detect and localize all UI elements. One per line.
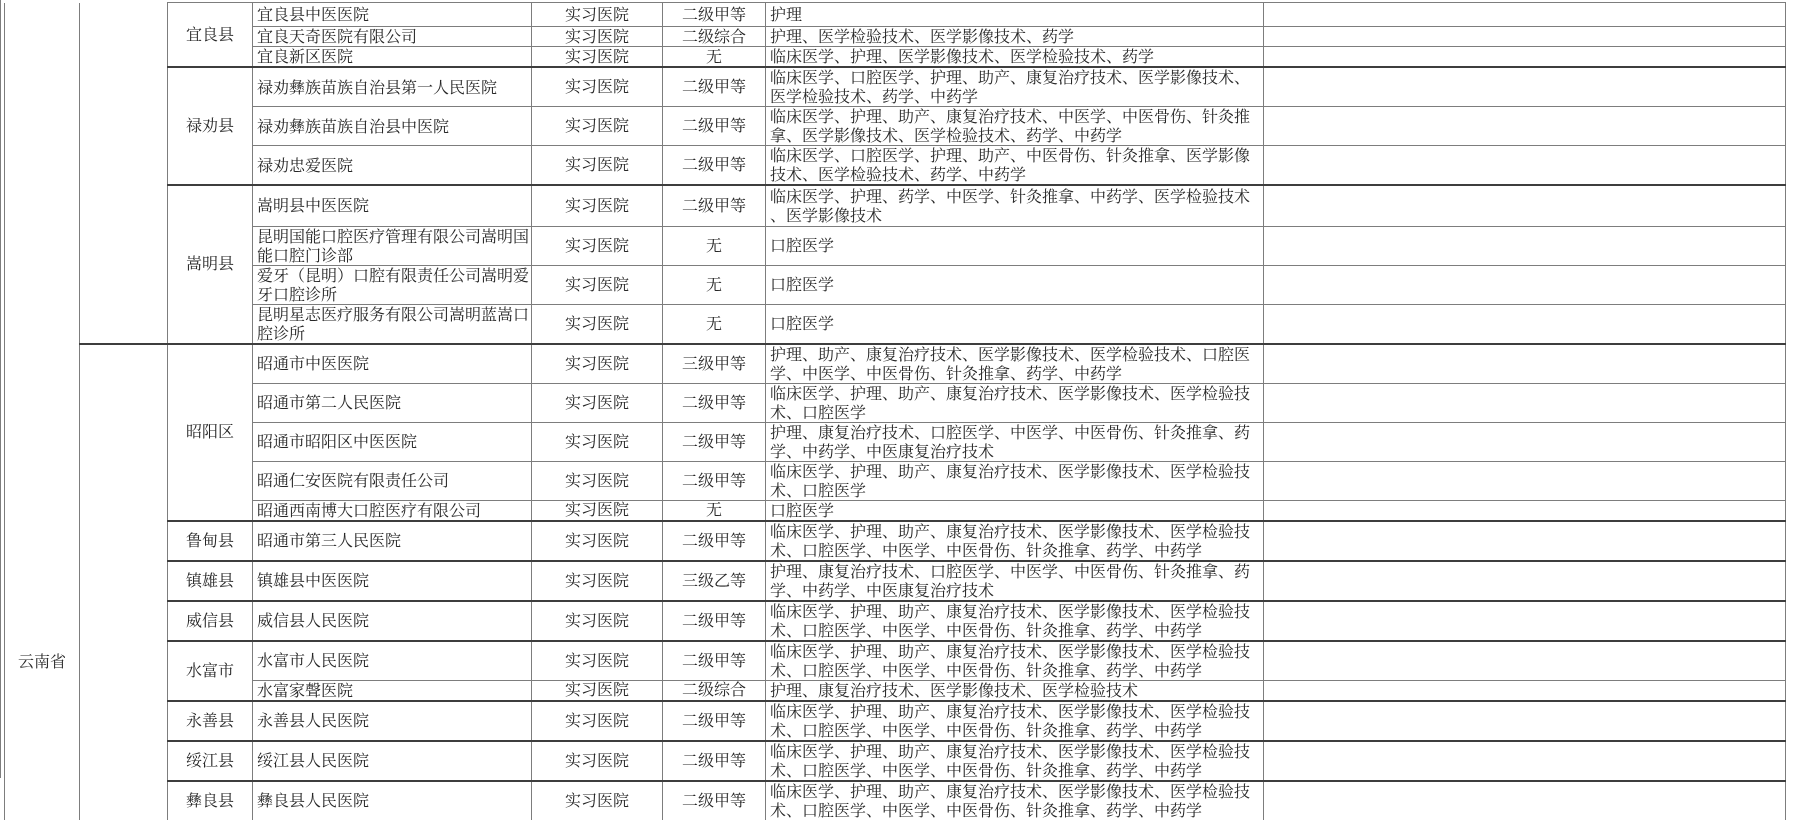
grade-cell: 二级甲等 bbox=[663, 3, 766, 27]
grade-cell: 无 bbox=[663, 304, 766, 344]
county-cell: 永善县 bbox=[168, 701, 253, 741]
hospital-cell: 嵩明县中医医院 bbox=[253, 185, 532, 226]
empty-cell bbox=[1264, 27, 1786, 47]
majors-cell: 护理、医学检验技术、医学影像技术、药学 bbox=[766, 27, 1264, 47]
type-cell: 实习医院 bbox=[532, 383, 663, 422]
type-cell: 实习医院 bbox=[532, 107, 663, 146]
type-cell: 实习医院 bbox=[532, 265, 663, 304]
county-cell: 威信县 bbox=[168, 601, 253, 641]
province-label: 云南省 bbox=[17, 651, 66, 671]
type-cell: 实习医院 bbox=[532, 461, 663, 500]
type-cell: 实习医院 bbox=[532, 521, 663, 561]
majors-cell: 临床医学、护理、助产、康复治疗技术、医学影像技术、医学检验技术、口腔医学 bbox=[766, 383, 1264, 422]
empty-cell bbox=[1264, 561, 1786, 601]
type-cell: 实习医院 bbox=[532, 185, 663, 226]
majors-cell: 护理、康复治疗技术、口腔医学、中医学、中医骨伤、针灸推拿、药学、中药学、中医康复治疗技术 bbox=[766, 561, 1264, 601]
city-cell bbox=[80, 344, 168, 820]
majors-cell: 临床医学、口腔医学、护理、助产、康复治疗技术、医学影像技术、医学检验技术、药学、中药学 bbox=[766, 67, 1264, 107]
county-cell: 彝良县 bbox=[168, 781, 253, 820]
empty-cell bbox=[1264, 146, 1786, 186]
hospital-cell: 禄劝彝族苗族自治县第一人民医院 bbox=[253, 67, 532, 107]
hospital-cell: 昭通仁安医院有限责任公司 bbox=[253, 461, 532, 500]
hospital-cell: 昭通市第二人民医院 bbox=[253, 383, 532, 422]
hospital-cell: 镇雄县中医医院 bbox=[253, 561, 532, 601]
cutoff-column-edge bbox=[0, 0, 1, 778]
empty-cell bbox=[1264, 185, 1786, 226]
county-cell: 鲁甸县 bbox=[168, 521, 253, 561]
majors-cell: 临床医学、护理、助产、康复治疗技术、医学影像技术、医学检验技术、口腔医学、中医学、中医骨伤、针灸推拿、药学、中药学 bbox=[766, 781, 1264, 820]
empty-cell bbox=[1264, 226, 1786, 265]
majors-cell: 口腔医学 bbox=[766, 500, 1264, 521]
county-cell: 水富市 bbox=[168, 641, 253, 701]
grade-cell: 二级甲等 bbox=[663, 185, 766, 226]
empty-cell bbox=[1264, 781, 1786, 820]
type-cell: 实习医院 bbox=[532, 781, 663, 820]
county-cell: 昭阳区 bbox=[168, 344, 253, 521]
grade-cell: 二级甲等 bbox=[663, 521, 766, 561]
majors-cell: 临床医学、护理、助产、康复治疗技术、医学影像技术、医学检验技术、口腔医学、中医学、中医骨伤、针灸推拿、药学、中药学 bbox=[766, 601, 1264, 641]
majors-cell: 临床医学、护理、助产、康复治疗技术、中医学、中医骨伤、针灸推拿、医学影像技术、医学检验技术、药学、中药学 bbox=[766, 107, 1264, 146]
hospital-cell: 水富市人民医院 bbox=[253, 641, 532, 681]
hospital-cell: 永善县人民医院 bbox=[253, 701, 532, 741]
type-cell: 实习医院 bbox=[532, 641, 663, 681]
majors-cell: 临床医学、口腔医学、护理、助产、中医骨伤、针灸推拿、医学影像技术、医学检验技术、药学、中药学 bbox=[766, 146, 1264, 186]
hospital-cell: 宜良县中医医院 bbox=[253, 3, 532, 27]
empty-cell bbox=[1264, 383, 1786, 422]
hospital-cell: 昆明星志医疗服务有限公司嵩明蓝嵩口腔诊所 bbox=[253, 304, 532, 344]
type-cell: 实习医院 bbox=[532, 146, 663, 186]
grade-cell: 无 bbox=[663, 500, 766, 521]
type-cell: 实习医院 bbox=[532, 500, 663, 521]
grade-cell: 二级甲等 bbox=[663, 741, 766, 781]
type-cell: 实习医院 bbox=[532, 422, 663, 461]
grade-cell: 二级甲等 bbox=[663, 781, 766, 820]
type-cell: 实习医院 bbox=[532, 304, 663, 344]
grade-cell: 二级甲等 bbox=[663, 701, 766, 741]
hospital-cell: 昭通西南博大口腔医疗有限公司 bbox=[253, 500, 532, 521]
grade-cell: 二级综合 bbox=[663, 27, 766, 47]
hospital-cell: 昭通市中医医院 bbox=[253, 344, 532, 384]
majors-cell: 临床医学、护理、助产、康复治疗技术、医学影像技术、医学检验技术、口腔医学、中医学、中医骨伤、针灸推拿、药学、中药学 bbox=[766, 521, 1264, 561]
majors-cell: 护理 bbox=[766, 3, 1264, 27]
type-cell: 实习医院 bbox=[532, 27, 663, 47]
type-cell: 实习医院 bbox=[532, 601, 663, 641]
grade-cell: 二级甲等 bbox=[663, 422, 766, 461]
county-cell: 绥江县 bbox=[168, 741, 253, 781]
hospital-cell: 昭通市昭阳区中医医院 bbox=[253, 422, 532, 461]
empty-cell bbox=[1264, 641, 1786, 681]
type-cell: 实习医院 bbox=[532, 741, 663, 781]
type-cell: 实习医院 bbox=[532, 344, 663, 384]
grade-cell: 无 bbox=[663, 265, 766, 304]
empty-cell bbox=[1264, 500, 1786, 521]
majors-cell: 临床医学、护理、医学影像技术、医学检验技术、药学 bbox=[766, 47, 1264, 68]
majors-cell: 临床医学、护理、药学、中医学、针灸推拿、中药学、医学检验技术、医学影像技术 bbox=[766, 185, 1264, 226]
empty-cell bbox=[1264, 701, 1786, 741]
majors-cell: 护理、康复治疗技术、医学影像技术、医学检验技术 bbox=[766, 680, 1264, 701]
hospital-cell: 昆明国能口腔医疗管理有限公司嵩明国能口腔门诊部 bbox=[253, 226, 532, 265]
county-cell: 宜良县 bbox=[168, 3, 253, 68]
empty-cell bbox=[1264, 3, 1786, 27]
hospital-cell: 昭通市第三人民医院 bbox=[253, 521, 532, 561]
majors-cell: 临床医学、护理、助产、康复治疗技术、医学影像技术、医学检验技术、口腔医学、中医学、中医骨伤、针灸推拿、药学、中药学 bbox=[766, 741, 1264, 781]
grade-cell: 无 bbox=[663, 226, 766, 265]
hospital-table bbox=[4, 2, 1786, 820]
grade-cell: 二级甲等 bbox=[663, 641, 766, 681]
hospital-cell: 彝良县人民医院 bbox=[253, 781, 532, 820]
county-cell: 禄劝县 bbox=[168, 67, 253, 185]
grade-cell: 二级综合 bbox=[663, 680, 766, 701]
grade-cell: 二级甲等 bbox=[663, 461, 766, 500]
type-cell: 实习医院 bbox=[532, 3, 663, 27]
grade-cell: 二级甲等 bbox=[663, 601, 766, 641]
hospital-cell: 绥江县人民医院 bbox=[253, 741, 532, 781]
hospital-cell: 禄劝彝族苗族自治县中医院 bbox=[253, 107, 532, 146]
empty-cell bbox=[1264, 304, 1786, 344]
hospital-cell: 爱牙（昆明）口腔有限责任公司嵩明爱牙口腔诊所 bbox=[253, 265, 532, 304]
majors-cell: 临床医学、护理、助产、康复治疗技术、医学影像技术、医学检验技术、口腔医学、中医学、中医骨伤、针灸推拿、药学、中药学 bbox=[766, 641, 1264, 681]
empty-cell bbox=[1264, 107, 1786, 146]
hospital-cell: 水富家聲医院 bbox=[253, 680, 532, 701]
empty-cell bbox=[1264, 680, 1786, 701]
hospital-cell: 禄劝忠爱医院 bbox=[253, 146, 532, 186]
county-cell: 镇雄县 bbox=[168, 561, 253, 601]
city-cell bbox=[80, 3, 168, 344]
type-cell: 实习医院 bbox=[532, 680, 663, 701]
grade-cell: 二级甲等 bbox=[663, 67, 766, 107]
grade-cell: 二级甲等 bbox=[663, 383, 766, 422]
type-cell: 实习医院 bbox=[532, 561, 663, 601]
empty-cell bbox=[1264, 461, 1786, 500]
empty-cell bbox=[1264, 601, 1786, 641]
majors-cell: 临床医学、护理、助产、康复治疗技术、医学影像技术、医学检验技术、口腔医学 bbox=[766, 461, 1264, 500]
empty-cell bbox=[1264, 344, 1786, 384]
grade-cell: 无 bbox=[663, 47, 766, 68]
hospital-cell: 威信县人民医院 bbox=[253, 601, 532, 641]
grade-cell: 三级乙等 bbox=[663, 561, 766, 601]
type-cell: 实习医院 bbox=[532, 67, 663, 107]
empty-cell bbox=[1264, 47, 1786, 68]
empty-cell bbox=[1264, 67, 1786, 107]
empty-cell bbox=[1264, 265, 1786, 304]
grade-cell: 三级甲等 bbox=[663, 344, 766, 384]
hospital-cell: 宜良天奇医院有限公司 bbox=[253, 27, 532, 47]
majors-cell: 口腔医学 bbox=[766, 265, 1264, 304]
empty-cell bbox=[1264, 741, 1786, 781]
province-cell bbox=[5, 3, 80, 820]
empty-cell bbox=[1264, 521, 1786, 561]
grade-cell: 二级甲等 bbox=[663, 146, 766, 186]
majors-cell: 口腔医学 bbox=[766, 304, 1264, 344]
majors-cell: 临床医学、护理、助产、康复治疗技术、医学影像技术、医学检验技术、口腔医学、中医学、中医骨伤、针灸推拿、药学、中药学 bbox=[766, 701, 1264, 741]
majors-cell: 护理、助产、康复治疗技术、医学影像技术、医学检验技术、口腔医学、中医学、中医骨伤、针灸推拿、药学、中药学 bbox=[766, 344, 1264, 384]
majors-cell: 护理、康复治疗技术、口腔医学、中医学、中医骨伤、针灸推拿、药学、中药学、中医康复治疗技术 bbox=[766, 422, 1264, 461]
grade-cell: 二级甲等 bbox=[663, 107, 766, 146]
majors-cell: 口腔医学 bbox=[766, 226, 1264, 265]
type-cell: 实习医院 bbox=[532, 47, 663, 68]
type-cell: 实习医院 bbox=[532, 701, 663, 741]
empty-cell bbox=[1264, 422, 1786, 461]
county-cell: 嵩明县 bbox=[168, 185, 253, 344]
hospital-cell: 宜良新区医院 bbox=[253, 47, 532, 68]
type-cell: 实习医院 bbox=[532, 226, 663, 265]
